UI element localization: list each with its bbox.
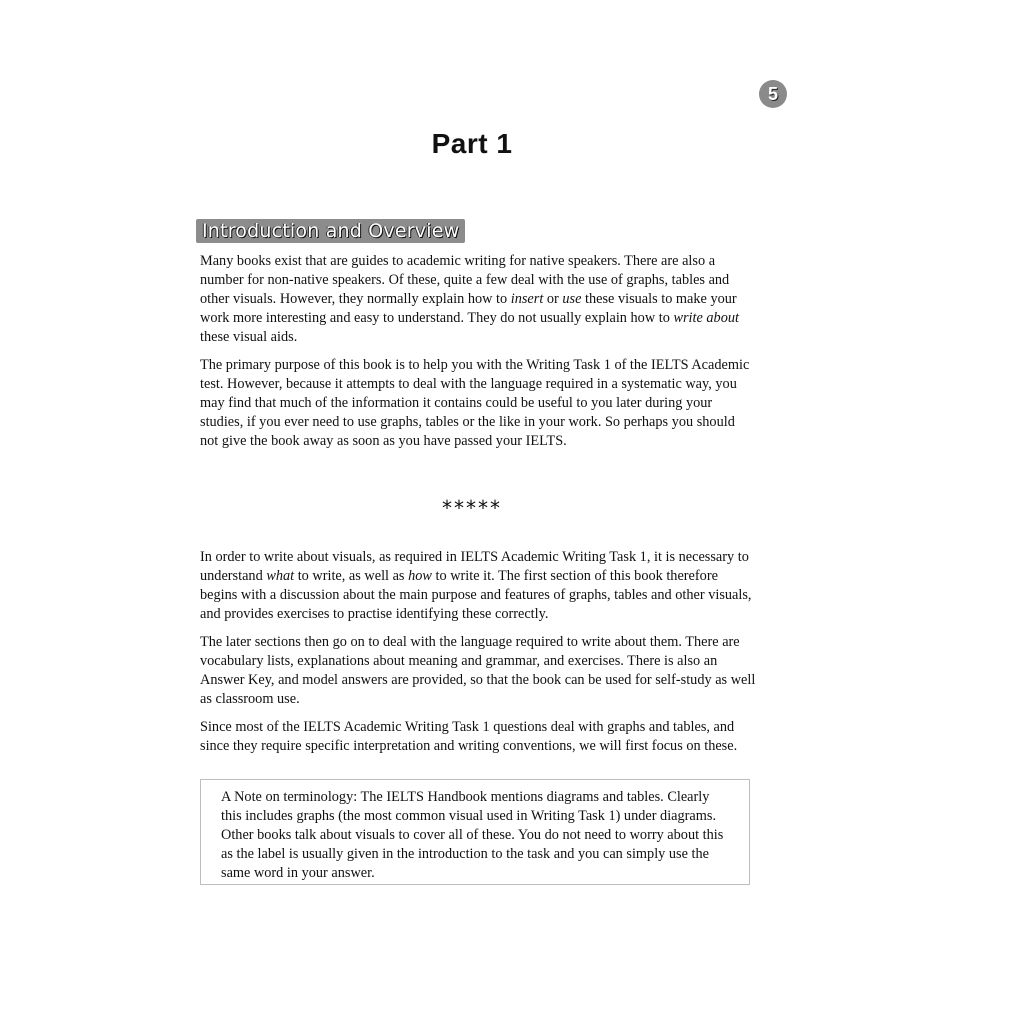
section-heading-banner: Introduction and Overview — [196, 219, 465, 243]
emphasis-what: what — [266, 568, 295, 584]
overview-paragraph-3: Since most of the IELTS Academic Writing Task 1 questions deal with graphs and tables, and since they require specific interpretation and writing conventions, we will first focus on these. — [200, 719, 738, 754]
intro-paragraph-1: Many books exist that are guides to academic writing for native speakers. There are also a number for non-native speakers. Of these, quite a few deal with the use of graphs, tables and other visuals. However, they normally explain how to insert or use these visuals to make your work more interesting and easy to understand. They do not usually explain how to write about these visual aids. — [200, 253, 739, 345]
terminology-note-box — [200, 779, 750, 885]
terminology-note-text: A Note on terminology: The IELTS Handbook mentions diagrams and tables. Clearly this includes graphs (the most common visual used in Writing Task 1) under diagrams. Other books talk about visuals to cover all of these. You do not need to worry about this as the label is usually given in the introduction to the task and you can simply use the same word in your answer. — [221, 789, 724, 881]
overview-paragraph-2: The later sections then go on to deal with the language required to write about them. There are vocabulary lists, explanations about meaning and grammar, and exercises. There is also an Answer Key, and model answers are provided, so that the book can be used for self-study as well as classroom use. — [200, 634, 756, 707]
emphasis-use: use — [562, 291, 582, 307]
intro-text — [200, 252, 756, 460]
section-divider: ***** — [442, 496, 502, 520]
overview-paragraph-1: In order to write about visuals, as required in IELTS Academic Writing Task 1, it is necessary to understand what to write, as well as how to write it. The first section of this book therefore begins with a discussion about the main purpose and features of graphs, tables and other visuals, and provides exercises to practise identifying these correctly. — [200, 549, 752, 622]
emphasis-how: how — [408, 568, 432, 584]
intro-paragraph-2: The primary purpose of this book is to help you with the Writing Task 1 of the IELTS Academic test. However, because it attempts to deal with the language required in a systematic way, you may find that much of the information it contains could be useful to you later during your studies, if you ever need to use graphs, tables or the like in your work. So perhaps you should not give the book away as soon as you have passed your IELTS. — [200, 357, 750, 449]
part-title: Part 1 — [431, 128, 513, 159]
emphasis-write-about: write about — [673, 310, 739, 326]
overview-text — [200, 548, 756, 765]
page-number-badge: 5 — [759, 80, 787, 108]
emphasis-insert: insert — [510, 291, 544, 307]
